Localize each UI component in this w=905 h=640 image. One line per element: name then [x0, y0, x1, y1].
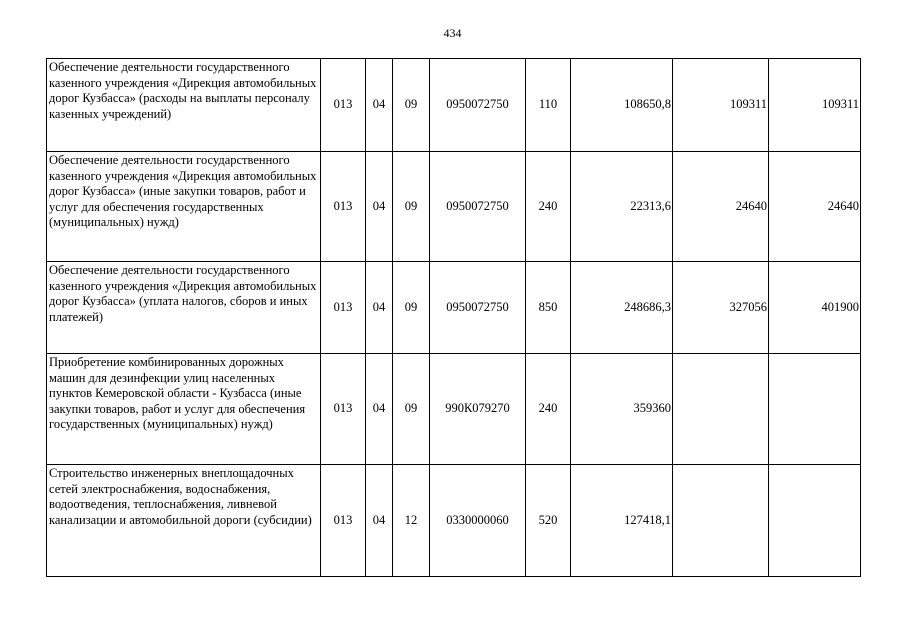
amount-year-3	[769, 354, 861, 465]
ministry-code: 013	[321, 465, 366, 577]
row-description: Обеспечение деятельности государственного казенного учреждения «Дирекция автомобильных дорог Кузбасса» (иные закупки товаров, работ и услуг для обеспечения государственных (муниципальных) нужд)	[47, 152, 321, 262]
amount-year-2: 24640	[673, 152, 769, 262]
amount-year-3: 24640	[769, 152, 861, 262]
subsection-code: 09	[393, 354, 430, 465]
expense-type-code: 520	[526, 465, 571, 577]
amount-year-3: 401900	[769, 262, 861, 354]
subsection-code: 09	[393, 59, 430, 152]
amount-year-3: 109311	[769, 59, 861, 152]
page-number: 434	[443, 26, 462, 40]
ministry-code: 013	[321, 152, 366, 262]
expense-type-code: 240	[526, 152, 571, 262]
row-description: Обеспечение деятельности государственного казенного учреждения «Дирекция автомобильных дорог Кузбасса» (уплата налогов, сборов и иных платежей)	[47, 262, 321, 354]
target-article-code: 0330000060	[430, 465, 526, 577]
ministry-code: 013	[321, 59, 366, 152]
subsection-code: 09	[393, 152, 430, 262]
section-code: 04	[366, 59, 393, 152]
target-article-code: 990К079270	[430, 354, 526, 465]
row-description: Обеспечение деятельности государственного казенного учреждения «Дирекция автомобильных дорог Кузбасса» (расходы на выплаты персоналу казенных учреждений)	[47, 59, 321, 152]
ministry-code: 013	[321, 354, 366, 465]
amount-year-2	[673, 465, 769, 577]
row-description: Приобретение комбинированных дорожных машин для дезинфекции улиц населенных пунктов Кемеровской области - Кузбасса (иные закупки товаров, работ и услуг для обеспечения государственных (муниципальных) нужд)	[47, 354, 321, 465]
amount-year-1: 248686,3	[571, 262, 673, 354]
target-article-code: 0950072750	[430, 262, 526, 354]
section-code: 04	[366, 354, 393, 465]
ministry-code: 013	[321, 262, 366, 354]
amount-year-1: 108650,8	[571, 59, 673, 152]
amount-year-2: 327056	[673, 262, 769, 354]
target-article-code: 0950072750	[430, 152, 526, 262]
section-code: 04	[366, 262, 393, 354]
subsection-code: 12	[393, 465, 430, 577]
row-description: Строительство инженерных внеплощадочных сетей электроснабжения, водоснабжения, водоотведения, теплоснабжения, ливневой канализации и автомобильной дороги (субсидии)	[47, 465, 321, 577]
amount-year-1: 22313,6	[571, 152, 673, 262]
table-row	[47, 152, 861, 262]
expense-type-code: 110	[526, 59, 571, 152]
amount-year-1: 359360	[571, 354, 673, 465]
table-row	[47, 465, 861, 577]
expense-type-code: 850	[526, 262, 571, 354]
budget-table	[46, 58, 861, 577]
amount-year-2	[673, 354, 769, 465]
section-code: 04	[366, 465, 393, 577]
table-row	[47, 59, 861, 152]
subsection-code: 09	[393, 262, 430, 354]
amount-year-1: 127418,1	[571, 465, 673, 577]
amount-year-2: 109311	[673, 59, 769, 152]
amount-year-3	[769, 465, 861, 577]
section-code: 04	[366, 152, 393, 262]
target-article-code: 0950072750	[430, 59, 526, 152]
table-row	[47, 262, 861, 354]
table-row	[47, 354, 861, 465]
expense-type-code: 240	[526, 354, 571, 465]
